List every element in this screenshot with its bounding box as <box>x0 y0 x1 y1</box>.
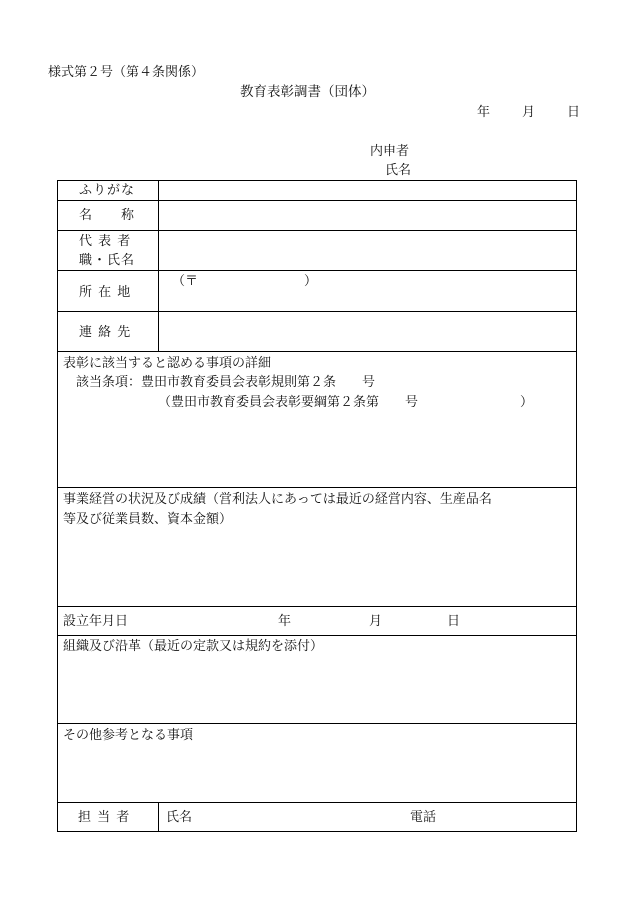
other-notes-heading: その他参考となる事項 <box>63 728 194 743</box>
form-id: 様式第２号（第４条関係） <box>48 65 205 80</box>
details-clause-line1: 該当条項：豊田市教育委員会表彰規則第２条 号 <box>76 375 376 390</box>
founded-month-label: 月 <box>369 614 383 629</box>
details-clause-line2: （豊田市教育委員会表彰要綱第２条第 号 <box>158 395 419 410</box>
postal-code-close: ） <box>304 274 318 289</box>
staff-label: 担 当 者 <box>78 810 131 825</box>
founded-year-label: 年 <box>278 614 292 629</box>
representative-label-line2: 職・氏名 <box>79 253 136 268</box>
contact-label: 連 絡 先 <box>79 325 132 340</box>
address-field[interactable] <box>159 271 576 311</box>
applicant-name-label: 氏名 <box>385 163 412 178</box>
group-name-field[interactable] <box>159 201 576 230</box>
document-title: 教育表彰調書（団体） <box>240 84 375 100</box>
details-heading: 表彰に該当すると認める事項の詳細 <box>63 356 272 371</box>
staff-name-label: 氏名 <box>166 810 193 825</box>
date-month-label: 月 <box>522 105 536 120</box>
postal-code-open: （〒 <box>172 274 199 289</box>
business-heading-line2: 等及び従業員数、資本金額） <box>63 512 233 527</box>
business-heading-line1: 事業経営の状況及び成績（営利法人にあっては最近の経営内容、生産品名 <box>63 492 492 507</box>
history-heading: 組織及び沿革（最近の定款又は規約を添付） <box>63 639 324 654</box>
founded-day-label: 日 <box>447 614 461 629</box>
representative-label-line1: 代 表 者 <box>79 234 132 249</box>
staff-phone-label: 電話 <box>410 810 437 825</box>
address-label: 所 在 地 <box>79 285 132 300</box>
details-clause-line2-close: ） <box>520 395 534 410</box>
representative-field[interactable] <box>159 231 576 270</box>
group-name-label: 名 称 <box>79 208 136 223</box>
applicant-label: 内申者 <box>370 144 410 159</box>
date-year-label: 年 <box>477 105 491 120</box>
date-day-label: 日 <box>567 105 581 120</box>
founded-date-label: 設立年月日 <box>63 614 129 629</box>
furigana-field[interactable] <box>159 181 576 200</box>
furigana-label: ふりがな <box>79 183 136 198</box>
contact-field[interactable] <box>159 312 576 351</box>
